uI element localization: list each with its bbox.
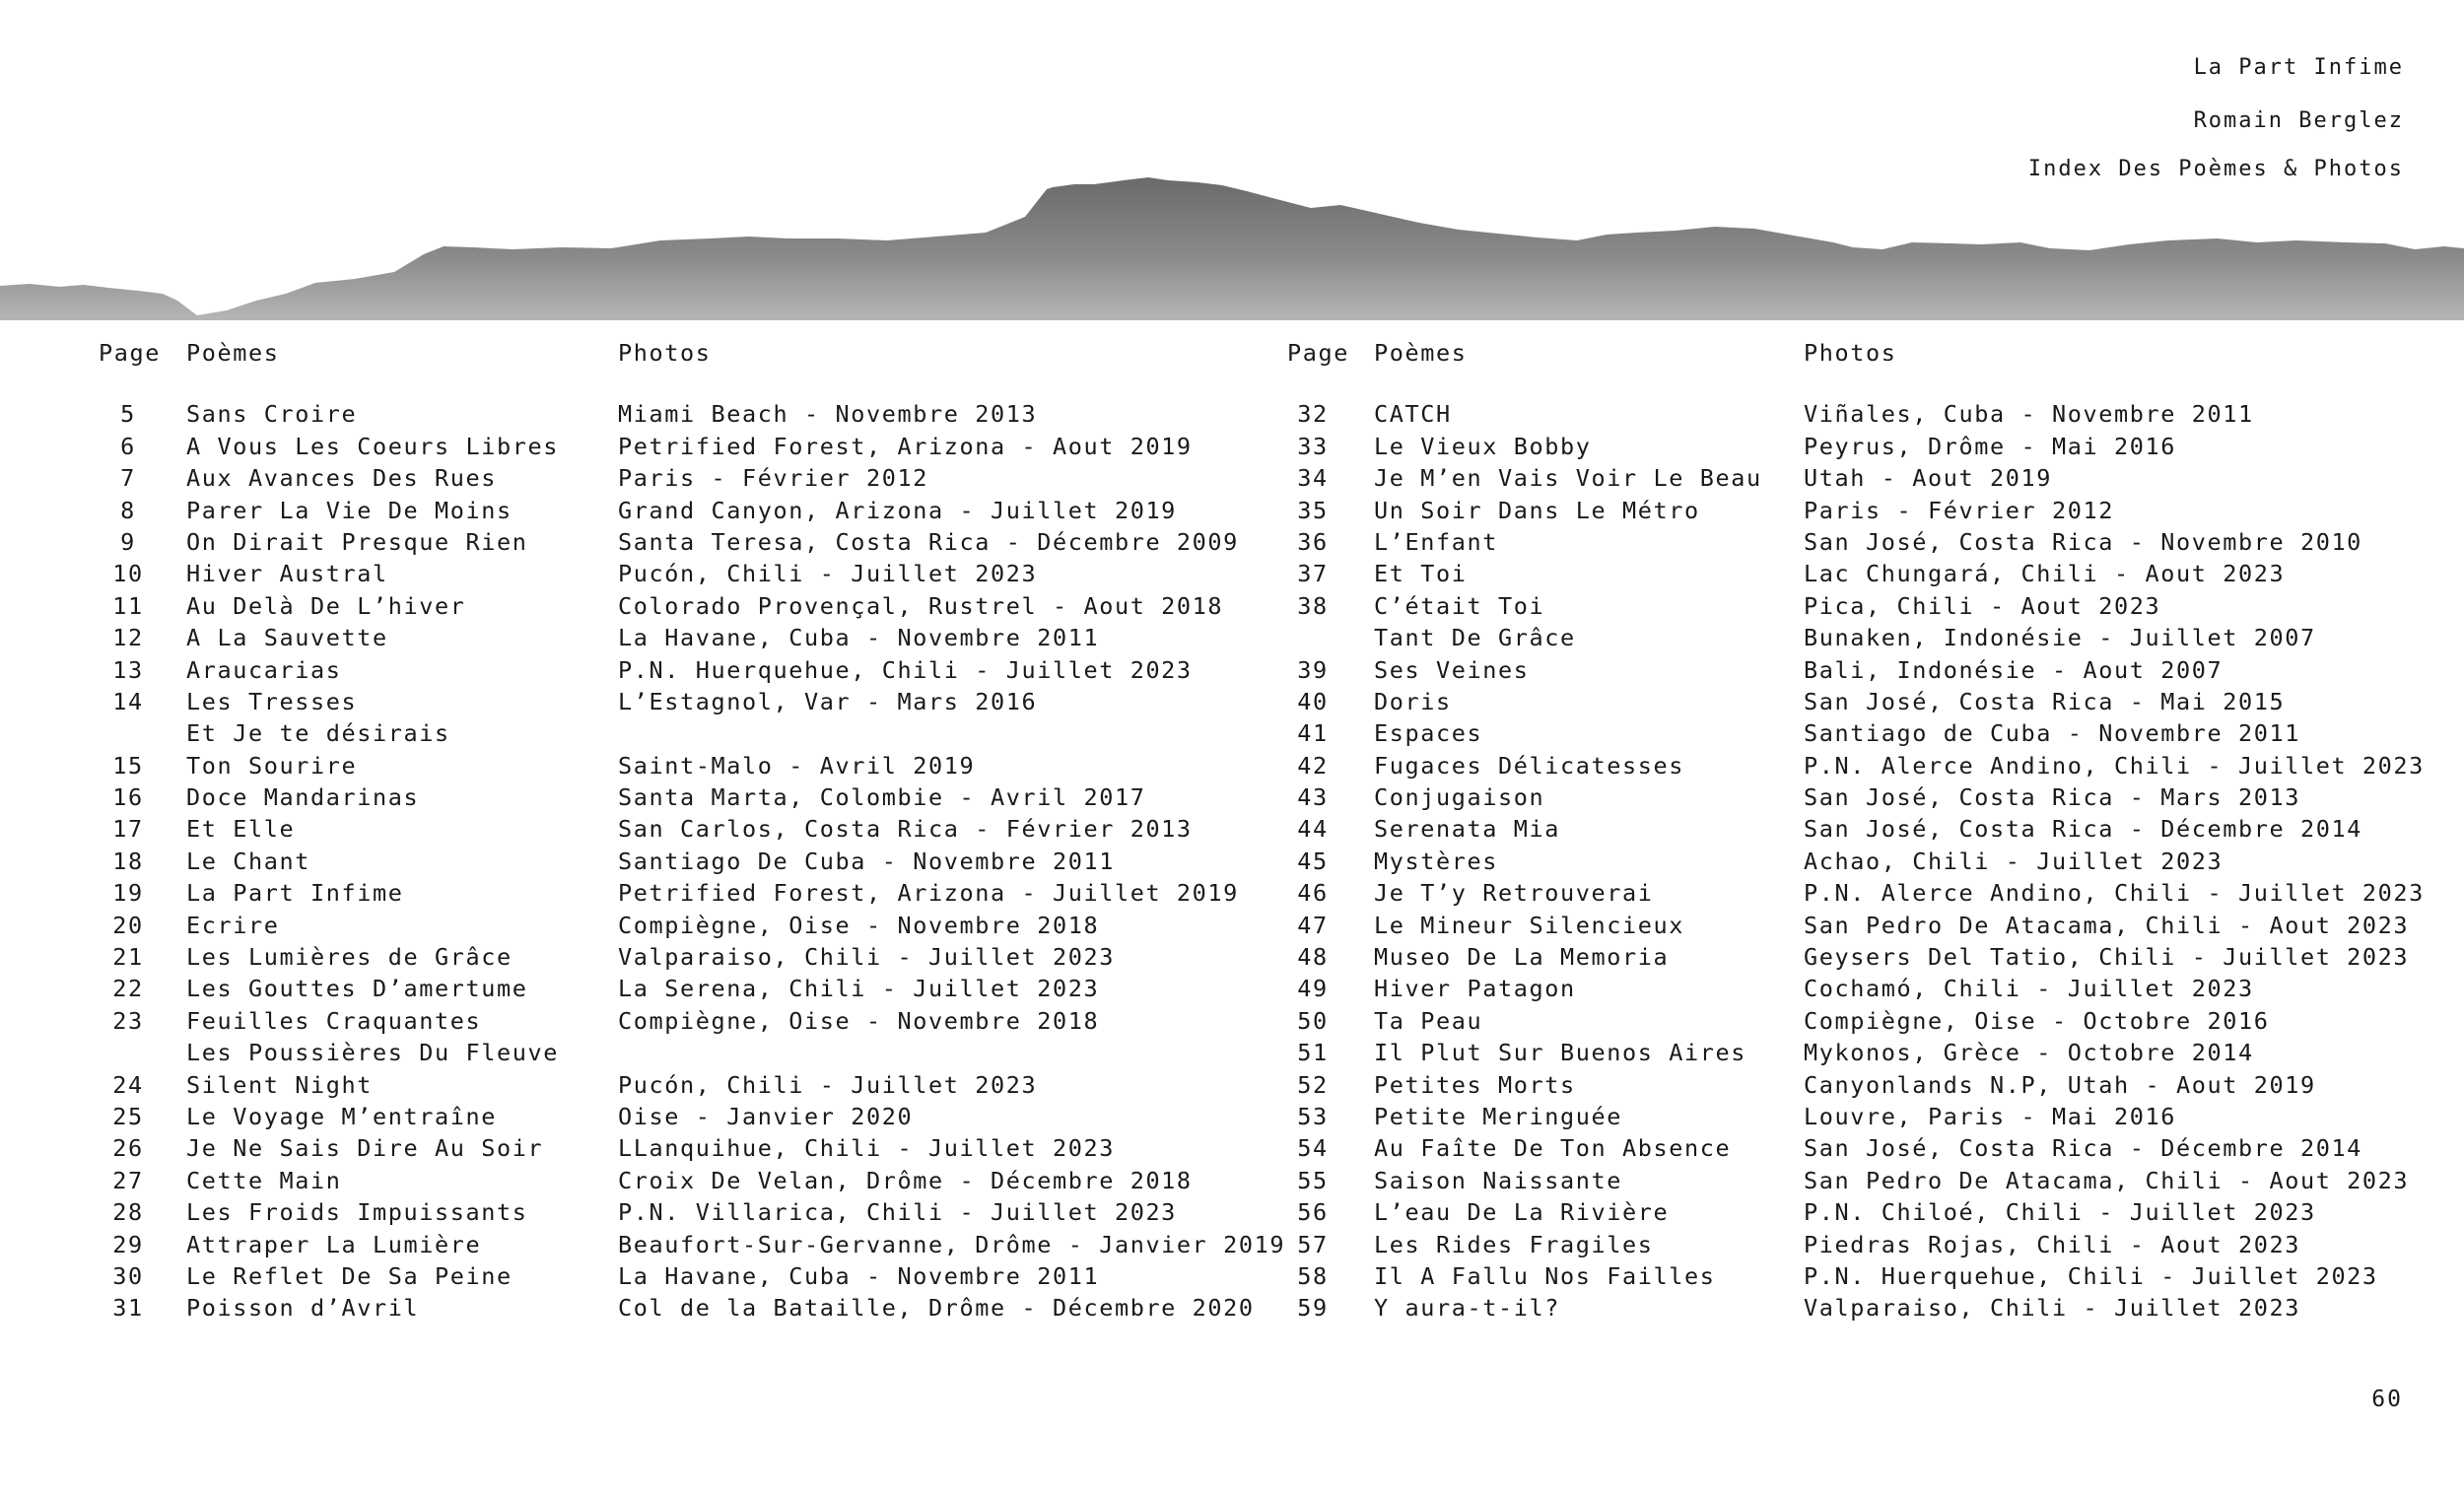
page-number-cell: 22	[112, 975, 144, 1003]
page-number-cell: 11	[112, 591, 144, 620]
table-row	[1183, 398, 2464, 430]
table-row	[0, 813, 1281, 845]
page-number-cell: 17	[112, 815, 144, 844]
photo-caption-cell: Compiègne, Oise - Novembre 2018	[618, 911, 1100, 939]
page-number-cell: 23	[112, 1006, 144, 1035]
page-number-cell: 21	[112, 943, 144, 972]
photo-caption-cell: Achao, Chili - Juillet 2023	[1804, 847, 2224, 875]
page-number-cell: 58	[1297, 1261, 1329, 1290]
page-number-cell: 6	[120, 432, 136, 460]
poem-title-cell: Les Tresses	[186, 687, 358, 715]
page-number-cell: 55	[1297, 1166, 1329, 1194]
poem-title-cell: Au Faîte De Ton Absence	[1374, 1134, 1732, 1163]
poem-title-cell: L’eau De La Rivière	[1374, 1198, 1670, 1227]
poem-title-cell: Y aura-t-il?	[1374, 1294, 1560, 1323]
poem-title-cell: Le Mineur Silencieux	[1374, 911, 1684, 939]
poem-title-cell: Les Lumières de Grâce	[186, 943, 513, 972]
poem-title-cell: Le Voyage M’entraîne	[186, 1102, 497, 1130]
photo-caption-cell: Miami Beach - Novembre 2013	[618, 400, 1038, 429]
photo-caption-cell: Croix De Velan, Drôme - Décembre 2018	[618, 1166, 1193, 1194]
page-number-cell: 48	[1297, 943, 1329, 972]
page-number-cell: 25	[112, 1102, 144, 1130]
table-header	[0, 337, 1281, 369]
table-row	[1183, 813, 2464, 845]
table-row	[0, 462, 1281, 494]
page-number-cell: 41	[1297, 719, 1329, 748]
photo-caption-cell: Santiago De Cuba - Novembre 2011	[618, 847, 1115, 875]
poem-title-cell: Ton Sourire	[186, 751, 358, 780]
table-row	[1183, 431, 2464, 462]
table-row	[1183, 877, 2464, 909]
page-number-cell: 20	[112, 911, 144, 939]
photo-caption-cell: Colorado Provençal, Rustrel - Aout 2018	[618, 591, 1224, 620]
poem-title-cell: Ecrire	[186, 911, 280, 939]
photo-caption-cell: Louvre, Paris - Mai 2016	[1804, 1102, 2176, 1130]
photo-caption-cell: Compiègne, Oise - Octobre 2016	[1804, 1006, 2270, 1035]
page-number-cell: 30	[112, 1261, 144, 1290]
col-header-page: Page	[1287, 339, 1349, 367]
table-header	[1183, 337, 2464, 369]
page-number-cell: 43	[1297, 783, 1329, 812]
table-row	[1183, 1292, 2464, 1323]
photo-caption-cell: Utah - Aout 2019	[1804, 464, 2052, 493]
poem-title-cell: Hiver Patagon	[1374, 975, 1576, 1003]
col-header-poems: Poèmes	[1374, 339, 1468, 367]
table-row	[1183, 781, 2464, 813]
table-row	[1183, 462, 2464, 494]
poem-title-cell: Sans Croire	[186, 400, 358, 429]
poem-title-cell: Un Soir Dans Le Métro	[1374, 496, 1700, 524]
table-row	[0, 1196, 1281, 1228]
photo-caption-cell: San Pedro De Atacama, Chili - Aout 2023	[1804, 911, 2410, 939]
table-row	[0, 558, 1281, 589]
poem-title-cell: Le Reflet De Sa Peine	[186, 1261, 513, 1290]
photo-caption-cell: P.N. Chiloé, Chili - Juillet 2023	[1804, 1198, 2316, 1227]
page-number-cell: 53	[1297, 1102, 1329, 1130]
poem-title-cell: Tant De Grâce	[1374, 624, 1576, 652]
page-number-cell: 47	[1297, 911, 1329, 939]
poem-title-cell: Mystères	[1374, 847, 1498, 875]
photo-caption-cell: San José, Costa Rica - Mai 2015	[1804, 687, 2286, 715]
poem-title-cell: CATCH	[1374, 400, 1452, 429]
table-row	[1183, 1037, 2464, 1068]
poem-title-cell: Hiver Austral	[186, 560, 388, 588]
table-row	[0, 910, 1281, 941]
poem-title-cell: Ta Peau	[1374, 1006, 1483, 1035]
photo-caption-cell: Canyonlands N.P, Utah - Aout 2019	[1804, 1070, 2316, 1099]
poem-title-cell: Attraper La Lumière	[186, 1230, 482, 1258]
photo-caption-cell: Bunaken, Indonésie - Juillet 2007	[1804, 624, 2316, 652]
poem-title-cell: Parer La Vie De Moins	[186, 496, 513, 524]
page-number-cell: 56	[1297, 1198, 1329, 1227]
table-row	[1183, 654, 2464, 686]
page-number-cell: 40	[1297, 687, 1329, 715]
photo-caption-cell: Paris - Février 2012	[618, 464, 928, 493]
page-number-cell: 9	[120, 527, 136, 556]
photo-caption-cell: La Havane, Cuba - Novembre 2011	[618, 1261, 1100, 1290]
page-number-cell: 49	[1297, 975, 1329, 1003]
page-number-cell: 59	[1297, 1294, 1329, 1323]
page-number-cell: 51	[1297, 1039, 1329, 1067]
table-row	[0, 973, 1281, 1004]
page-number-cell: 57	[1297, 1230, 1329, 1258]
page-number-cell: 5	[120, 400, 136, 429]
poem-title-cell: Araucarias	[186, 655, 342, 684]
photo-caption-cell: San José, Costa Rica - Mars 2013	[1804, 783, 2300, 812]
poem-title-cell: Je Ne Sais Dire Au Soir	[186, 1134, 544, 1163]
poem-title-cell: C’était Toi	[1374, 591, 1545, 620]
table-row	[1183, 717, 2464, 749]
table-row	[1183, 526, 2464, 558]
poem-title-cell: Et Toi	[1374, 560, 1468, 588]
author-name: Romain Berglez	[2193, 108, 2404, 133]
poem-title-cell: Il A Fallu Nos Failles	[1374, 1261, 1716, 1290]
photo-caption-cell: Piedras Rojas, Chili - Aout 2023	[1804, 1230, 2300, 1258]
page-number-cell: 34	[1297, 464, 1329, 493]
table-row	[0, 590, 1281, 622]
col-header-photos: Photos	[1804, 339, 1897, 367]
photo-caption-cell: Beaufort-Sur-Gervanne, Drôme - Janvier 2019	[618, 1230, 1286, 1258]
page-number-cell: 50	[1297, 1006, 1329, 1035]
table-row	[0, 877, 1281, 909]
table-row	[0, 781, 1281, 813]
table-row	[1183, 1132, 2464, 1164]
photo-caption-cell: Pucón, Chili - Juillet 2023	[618, 1070, 1038, 1099]
poem-title-cell: Au Delà De L’hiver	[186, 591, 466, 620]
page-number-cell: 16	[112, 783, 144, 812]
photo-caption-cell: P.N. Alerce Andino, Chili - Juillet 2023	[1804, 751, 2425, 780]
poem-title-cell: Les Froids Impuissants	[186, 1198, 528, 1227]
table-row	[1183, 622, 2464, 653]
poem-title-cell: Fugaces Délicatesses	[1374, 751, 1684, 780]
table-row	[0, 1165, 1281, 1196]
poem-title-cell: L’Enfant	[1374, 527, 1498, 556]
poem-title-cell: On Dirait Presque Rien	[186, 527, 528, 556]
page-number-cell: 37	[1297, 560, 1329, 588]
table-row	[1183, 686, 2464, 717]
table-row	[1183, 1165, 2464, 1196]
table-row	[0, 495, 1281, 526]
photo-caption-cell: Peyrus, Drôme - Mai 2016	[1804, 432, 2176, 460]
photo-caption-cell: Paris - Février 2012	[1804, 496, 2114, 524]
col-header-page: Page	[99, 339, 161, 367]
poem-title-cell: Serenata Mia	[1374, 815, 1560, 844]
table-row	[0, 1069, 1281, 1101]
poem-title-cell: Le Chant	[186, 847, 310, 875]
table-row	[0, 431, 1281, 462]
photo-caption-cell: Santa Marta, Colombie - Avril 2017	[618, 783, 1146, 812]
col-header-photos: Photos	[618, 339, 712, 367]
photo-caption-cell: L’Estagnol, Var - Mars 2016	[618, 687, 1038, 715]
poem-title-cell: Poisson d’Avril	[186, 1294, 420, 1323]
page-number-cell: 18	[112, 847, 144, 875]
photo-caption-cell: Pucón, Chili - Juillet 2023	[618, 560, 1038, 588]
poem-title-cell: Les Poussières Du Fleuve	[186, 1039, 559, 1067]
page-number-cell: 54	[1297, 1134, 1329, 1163]
table-row	[0, 1132, 1281, 1164]
poem-title-cell: Saison Naissante	[1374, 1166, 1622, 1194]
table-row	[1183, 1229, 2464, 1260]
table-row	[1183, 1260, 2464, 1292]
table-row	[0, 750, 1281, 781]
photo-caption-cell: Compiègne, Oise - Novembre 2018	[618, 1006, 1100, 1035]
table-row	[0, 1260, 1281, 1292]
table-row	[0, 1005, 1281, 1037]
table-row	[1183, 1069, 2464, 1101]
table-row	[1183, 1005, 2464, 1037]
page-number-cell: 33	[1297, 432, 1329, 460]
photo-caption-cell: Saint-Malo - Avril 2019	[618, 751, 976, 780]
photo-caption-cell: San José, Costa Rica - Décembre 2014	[1804, 815, 2362, 844]
table-row	[0, 1292, 1281, 1323]
table-row	[1183, 910, 2464, 941]
table-row	[0, 717, 1281, 749]
table-row	[1183, 973, 2464, 1004]
page-number-cell: 7	[120, 464, 136, 493]
page-number-cell: 12	[112, 624, 144, 652]
page-number-cell: 31	[112, 1294, 144, 1323]
photo-caption-cell: Petrified Forest, Arizona - Juillet 2019	[618, 879, 1239, 908]
photo-caption-cell: San José, Costa Rica - Décembre 2014	[1804, 1134, 2362, 1163]
photo-caption-cell: Col de la Bataille, Drôme - Décembre 2020	[618, 1294, 1255, 1323]
book-title: La Part Infime	[2193, 55, 2404, 80]
photo-caption-cell: Mykonos, Grèce - Octobre 2014	[1804, 1039, 2254, 1067]
photo-caption-cell: San Carlos, Costa Rica - Février 2013	[618, 815, 1193, 844]
photo-caption-cell: Geysers Del Tatio, Chili - Juillet 2023	[1804, 943, 2410, 972]
photo-caption-cell: San Pedro De Atacama, Chili - Aout 2023	[1804, 1166, 2410, 1194]
photo-caption-cell: San José, Costa Rica - Novembre 2010	[1804, 527, 2362, 556]
page-number-cell: 39	[1297, 655, 1329, 684]
photo-caption-cell: Valparaiso, Chili - Juillet 2023	[618, 943, 1115, 972]
poem-title-cell: Le Vieux Bobby	[1374, 432, 1592, 460]
poem-title-cell: Aux Avances Des Rues	[186, 464, 497, 493]
photo-caption-cell: P.N. Huerquehue, Chili - Juillet 2023	[1804, 1261, 2378, 1290]
page-number-cell: 28	[112, 1198, 144, 1227]
page-number-cell: 24	[112, 1070, 144, 1099]
table-row	[0, 622, 1281, 653]
poem-title-cell: Petite Meringuée	[1374, 1102, 1622, 1130]
table-row	[1183, 941, 2464, 973]
photo-caption-cell: Santiago de Cuba - Novembre 2011	[1804, 719, 2300, 748]
page-number-cell: 14	[112, 687, 144, 715]
page-number-cell: 19	[112, 879, 144, 908]
table-row	[1183, 558, 2464, 589]
photo-caption-cell: Lac Chungará, Chili - Aout 2023	[1804, 560, 2286, 588]
table-row	[0, 686, 1281, 717]
photo-caption-cell: Oise - Janvier 2020	[618, 1102, 914, 1130]
photo-caption-cell: La Havane, Cuba - Novembre 2011	[618, 624, 1100, 652]
photo-caption-cell: La Serena, Chili - Juillet 2023	[618, 975, 1100, 1003]
table-row	[1183, 1196, 2464, 1228]
index-table-right	[1183, 337, 2464, 1324]
page-number-cell: 46	[1297, 879, 1329, 908]
table-row	[1183, 590, 2464, 622]
page-number-cell: 45	[1297, 847, 1329, 875]
poem-title-cell: Et Elle	[186, 815, 296, 844]
table-row	[0, 1101, 1281, 1132]
table-row	[1183, 495, 2464, 526]
page-number-cell: 52	[1297, 1070, 1329, 1099]
poem-title-cell: Ses Veines	[1374, 655, 1530, 684]
poem-title-cell: Il Plut Sur Buenos Aires	[1374, 1039, 1746, 1067]
index-subtitle: Index Des Poèmes & Photos	[2027, 157, 2404, 181]
table-row	[0, 1229, 1286, 1260]
photo-caption-cell: P.N. Villarica, Chili - Juillet 2023	[618, 1198, 1177, 1227]
poem-title-cell: Doris	[1374, 687, 1452, 715]
col-header-poems: Poèmes	[186, 339, 280, 367]
page-number-cell: 29	[112, 1230, 144, 1258]
page-number-cell: 36	[1297, 527, 1329, 556]
poem-title-cell: Petites Morts	[1374, 1070, 1576, 1099]
page-number-cell: 15	[112, 751, 144, 780]
page-number-cell: 10	[112, 560, 144, 588]
photo-caption-cell: P.N. Alerce Andino, Chili - Juillet 2023	[1804, 879, 2425, 908]
table-row	[0, 941, 1281, 973]
page-number-cell: 26	[112, 1134, 144, 1163]
page-number-cell: 35	[1297, 496, 1329, 524]
page-number-cell: 27	[112, 1166, 144, 1194]
poem-title-cell: Feuilles Craquantes	[186, 1006, 482, 1035]
poem-title-cell: Espaces	[1374, 719, 1483, 748]
photo-caption-cell: Valparaiso, Chili - Juillet 2023	[1804, 1294, 2300, 1323]
poem-title-cell: A La Sauvette	[186, 624, 388, 652]
page-number-cell: 13	[112, 655, 144, 684]
poem-title-cell: Les Rides Fragiles	[1374, 1230, 1654, 1258]
table-row	[1183, 846, 2464, 877]
poem-title-cell: Et Je te désirais	[186, 719, 450, 748]
page-number-cell: 32	[1297, 400, 1329, 429]
mountain-silhouette-banner	[0, 177, 2464, 320]
poem-title-cell: Les Gouttes D’amertume	[186, 975, 528, 1003]
table-row	[1183, 1101, 2464, 1132]
table-row	[0, 526, 1281, 558]
page-number-cell: 44	[1297, 815, 1329, 844]
table-row	[1183, 750, 2464, 781]
photo-caption-cell: Cochamó, Chili - Juillet 2023	[1804, 975, 2254, 1003]
photo-caption-cell: Petrified Forest, Arizona - Aout 2019	[618, 432, 1193, 460]
photo-caption-cell: LLanquihue, Chili - Juillet 2023	[618, 1134, 1115, 1163]
poem-title-cell: La Part Infime	[186, 879, 404, 908]
page-number-cell: 8	[120, 496, 136, 524]
page-number-cell: 38	[1297, 591, 1329, 620]
photo-caption-cell: Pica, Chili - Aout 2023	[1804, 591, 2161, 620]
poem-title-cell: Doce Mandarinas	[186, 783, 420, 812]
table-row	[0, 1037, 1281, 1068]
table-row	[0, 654, 1281, 686]
poem-title-cell: Conjugaison	[1374, 783, 1545, 812]
poem-title-cell: Museo De La Memoria	[1374, 943, 1670, 972]
photo-caption-cell: Grand Canyon, Arizona - Juillet 2019	[618, 496, 1177, 524]
poem-title-cell: Silent Night	[186, 1070, 373, 1099]
poem-title-cell: Cette Main	[186, 1166, 342, 1194]
photo-caption-cell: Santa Teresa, Costa Rica - Décembre 2009	[618, 527, 1239, 556]
poem-title-cell: Je M’en Vais Voir Le Beau	[1374, 464, 1762, 493]
page-number-cell: 42	[1297, 751, 1329, 780]
table-row	[0, 846, 1281, 877]
photo-caption-cell: Bali, Indonésie - Aout 2007	[1804, 655, 2224, 684]
photo-caption-cell: P.N. Huerquehue, Chili - Juillet 2023	[618, 655, 1193, 684]
photo-caption-cell: Viñales, Cuba - Novembre 2011	[1804, 400, 2254, 429]
poem-title-cell: A Vous Les Coeurs Libres	[186, 432, 559, 460]
table-row	[0, 398, 1281, 430]
page-number: 60	[2371, 1387, 2403, 1412]
index-table-left	[0, 337, 1286, 1324]
poem-title-cell: Je T’y Retrouverai	[1374, 879, 1654, 908]
